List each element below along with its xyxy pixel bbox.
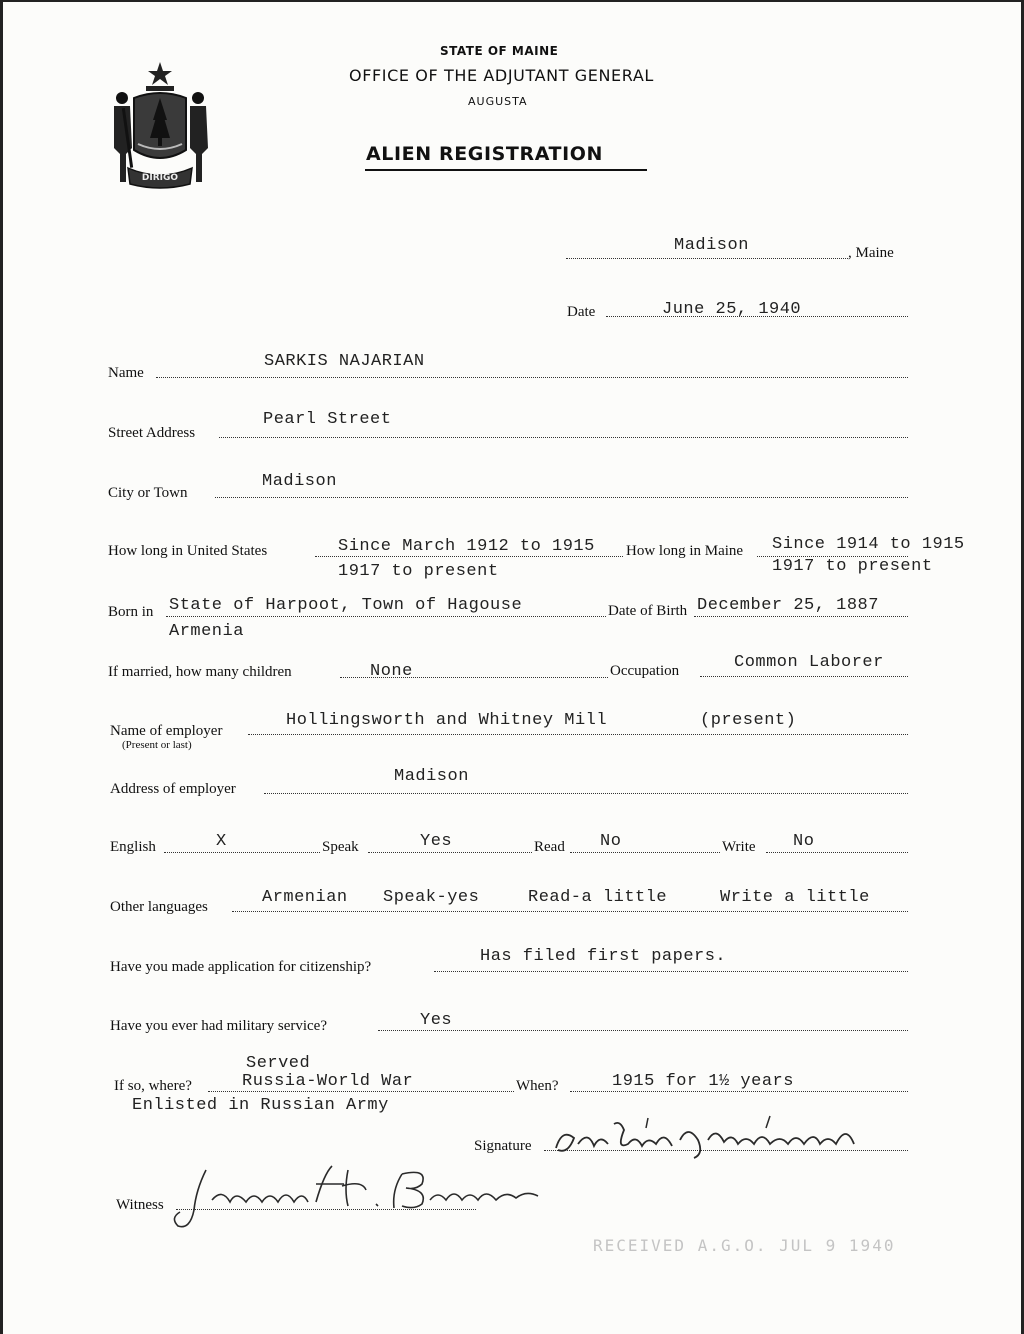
emp-addr-label: Address of employer: [110, 781, 236, 797]
born-value-1: State of Harpoot, Town of Hagouse: [169, 596, 523, 615]
where-value: Russia-World War: [242, 1072, 414, 1091]
when-line: [570, 1091, 908, 1092]
read-label: Read: [534, 839, 565, 855]
where-label: If so, where?: [114, 1078, 192, 1094]
dob-value: December 25, 1887: [697, 596, 879, 615]
us-value-1: Since March 1912 to 1915: [338, 537, 595, 556]
children-value: None: [370, 662, 413, 681]
born-line: [166, 616, 606, 617]
us-line: [315, 556, 623, 557]
english-value: X: [216, 832, 227, 851]
city-label: City or Town: [108, 485, 188, 501]
other-lang-value-2: Speak-yes: [383, 888, 480, 907]
dob-label: Date of Birth: [608, 603, 688, 619]
speak-line: [368, 852, 532, 853]
occupation-label: Occupation: [610, 663, 680, 679]
employer-note: (present): [700, 711, 797, 730]
street-label: Street Address: [108, 425, 196, 441]
form-title: ALIEN REGISTRATION: [366, 143, 604, 165]
read-value: No: [600, 832, 622, 851]
other-lang-label: Other languages: [110, 899, 208, 915]
header-office: OFFICE OF THE ADJUTANT GENERAL: [349, 66, 654, 85]
military-value: Yes: [420, 1011, 453, 1030]
emp-addr-value: Madison: [394, 767, 469, 786]
write-value: No: [793, 832, 815, 851]
english-line: [164, 852, 320, 853]
occupation-line: [700, 676, 908, 677]
employer-value: Hollingsworth and Whitney Mill: [286, 711, 608, 730]
seal-motto: DIRIGO: [141, 173, 179, 183]
header-state: STATE OF MAINE: [440, 44, 559, 58]
header-city: AUGUSTA: [468, 95, 528, 108]
name-line: [156, 377, 908, 378]
citizenship-label: Have you made application for citizenship?: [110, 959, 372, 975]
street-line: [219, 437, 908, 438]
witness-label: Witness: [116, 1197, 164, 1213]
employer-sublabel: (Present or last): [122, 739, 192, 751]
emp-addr-line: [264, 793, 908, 794]
other-lang-line: [232, 911, 908, 912]
town-line: [566, 258, 848, 259]
title-underline: [365, 169, 647, 171]
citizenship-value: Has filed first papers.: [480, 947, 727, 966]
military-line: [378, 1030, 908, 1031]
us-value-2: 1917 to present: [338, 562, 499, 581]
maine-value-1: Since 1914 to 1915: [772, 535, 965, 554]
when-value: 1915 for 1½ years: [612, 1072, 794, 1091]
children-label: If married, how many children: [108, 664, 292, 680]
name-value: SARKIS NAJARIAN: [264, 352, 425, 371]
where-value-above: Served: [246, 1054, 311, 1073]
other-lang-value-4: Write a little: [720, 888, 870, 907]
maine-label: How long in Maine: [626, 543, 744, 559]
applicant-signature: [548, 1110, 888, 1166]
military-label: Have you ever had military service?: [110, 1018, 327, 1034]
name-label: Name: [108, 365, 144, 381]
maine-state-seal: [106, 58, 214, 190]
city-value: Madison: [262, 472, 337, 491]
other-lang-value-3: Read-a little: [528, 888, 668, 907]
witness-signature: [166, 1160, 566, 1234]
maine-value-2: 1917 to present: [772, 557, 933, 576]
citizenship-line: [434, 971, 908, 972]
read-line: [570, 852, 720, 853]
date-value: June 25, 1940: [662, 300, 802, 319]
received-stamp: RECEIVED A.G.O. JUL 9 1940: [593, 1236, 896, 1255]
occupation-value: Common Laborer: [734, 653, 884, 672]
town-value: Madison: [674, 236, 749, 255]
born-value-2: Armenia: [169, 622, 244, 641]
write-line: [766, 852, 908, 853]
other-lang-value-1: Armenian: [262, 888, 348, 907]
us-label: How long in United States: [108, 543, 268, 559]
when-label: When?: [516, 1078, 559, 1094]
speak-label: Speak: [322, 839, 359, 855]
english-label: English: [110, 839, 156, 855]
town-suffix: , Maine: [848, 245, 894, 261]
date-label: Date: [567, 304, 596, 320]
speak-value: Yes: [420, 832, 453, 851]
where-line: [208, 1091, 514, 1092]
city-line: [215, 497, 908, 498]
employer-label: Name of employer: [110, 723, 223, 739]
signature-label: Signature: [474, 1138, 532, 1154]
scan-edge-left: [0, 0, 3, 1334]
write-label: Write: [722, 839, 756, 855]
dob-line: [694, 616, 908, 617]
street-value: Pearl Street: [263, 410, 392, 429]
scan-edge-top: [0, 0, 1024, 2]
born-label: Born in: [108, 604, 154, 620]
where-value-below: Enlisted in Russian Army: [132, 1096, 389, 1115]
employer-line: [248, 734, 908, 735]
